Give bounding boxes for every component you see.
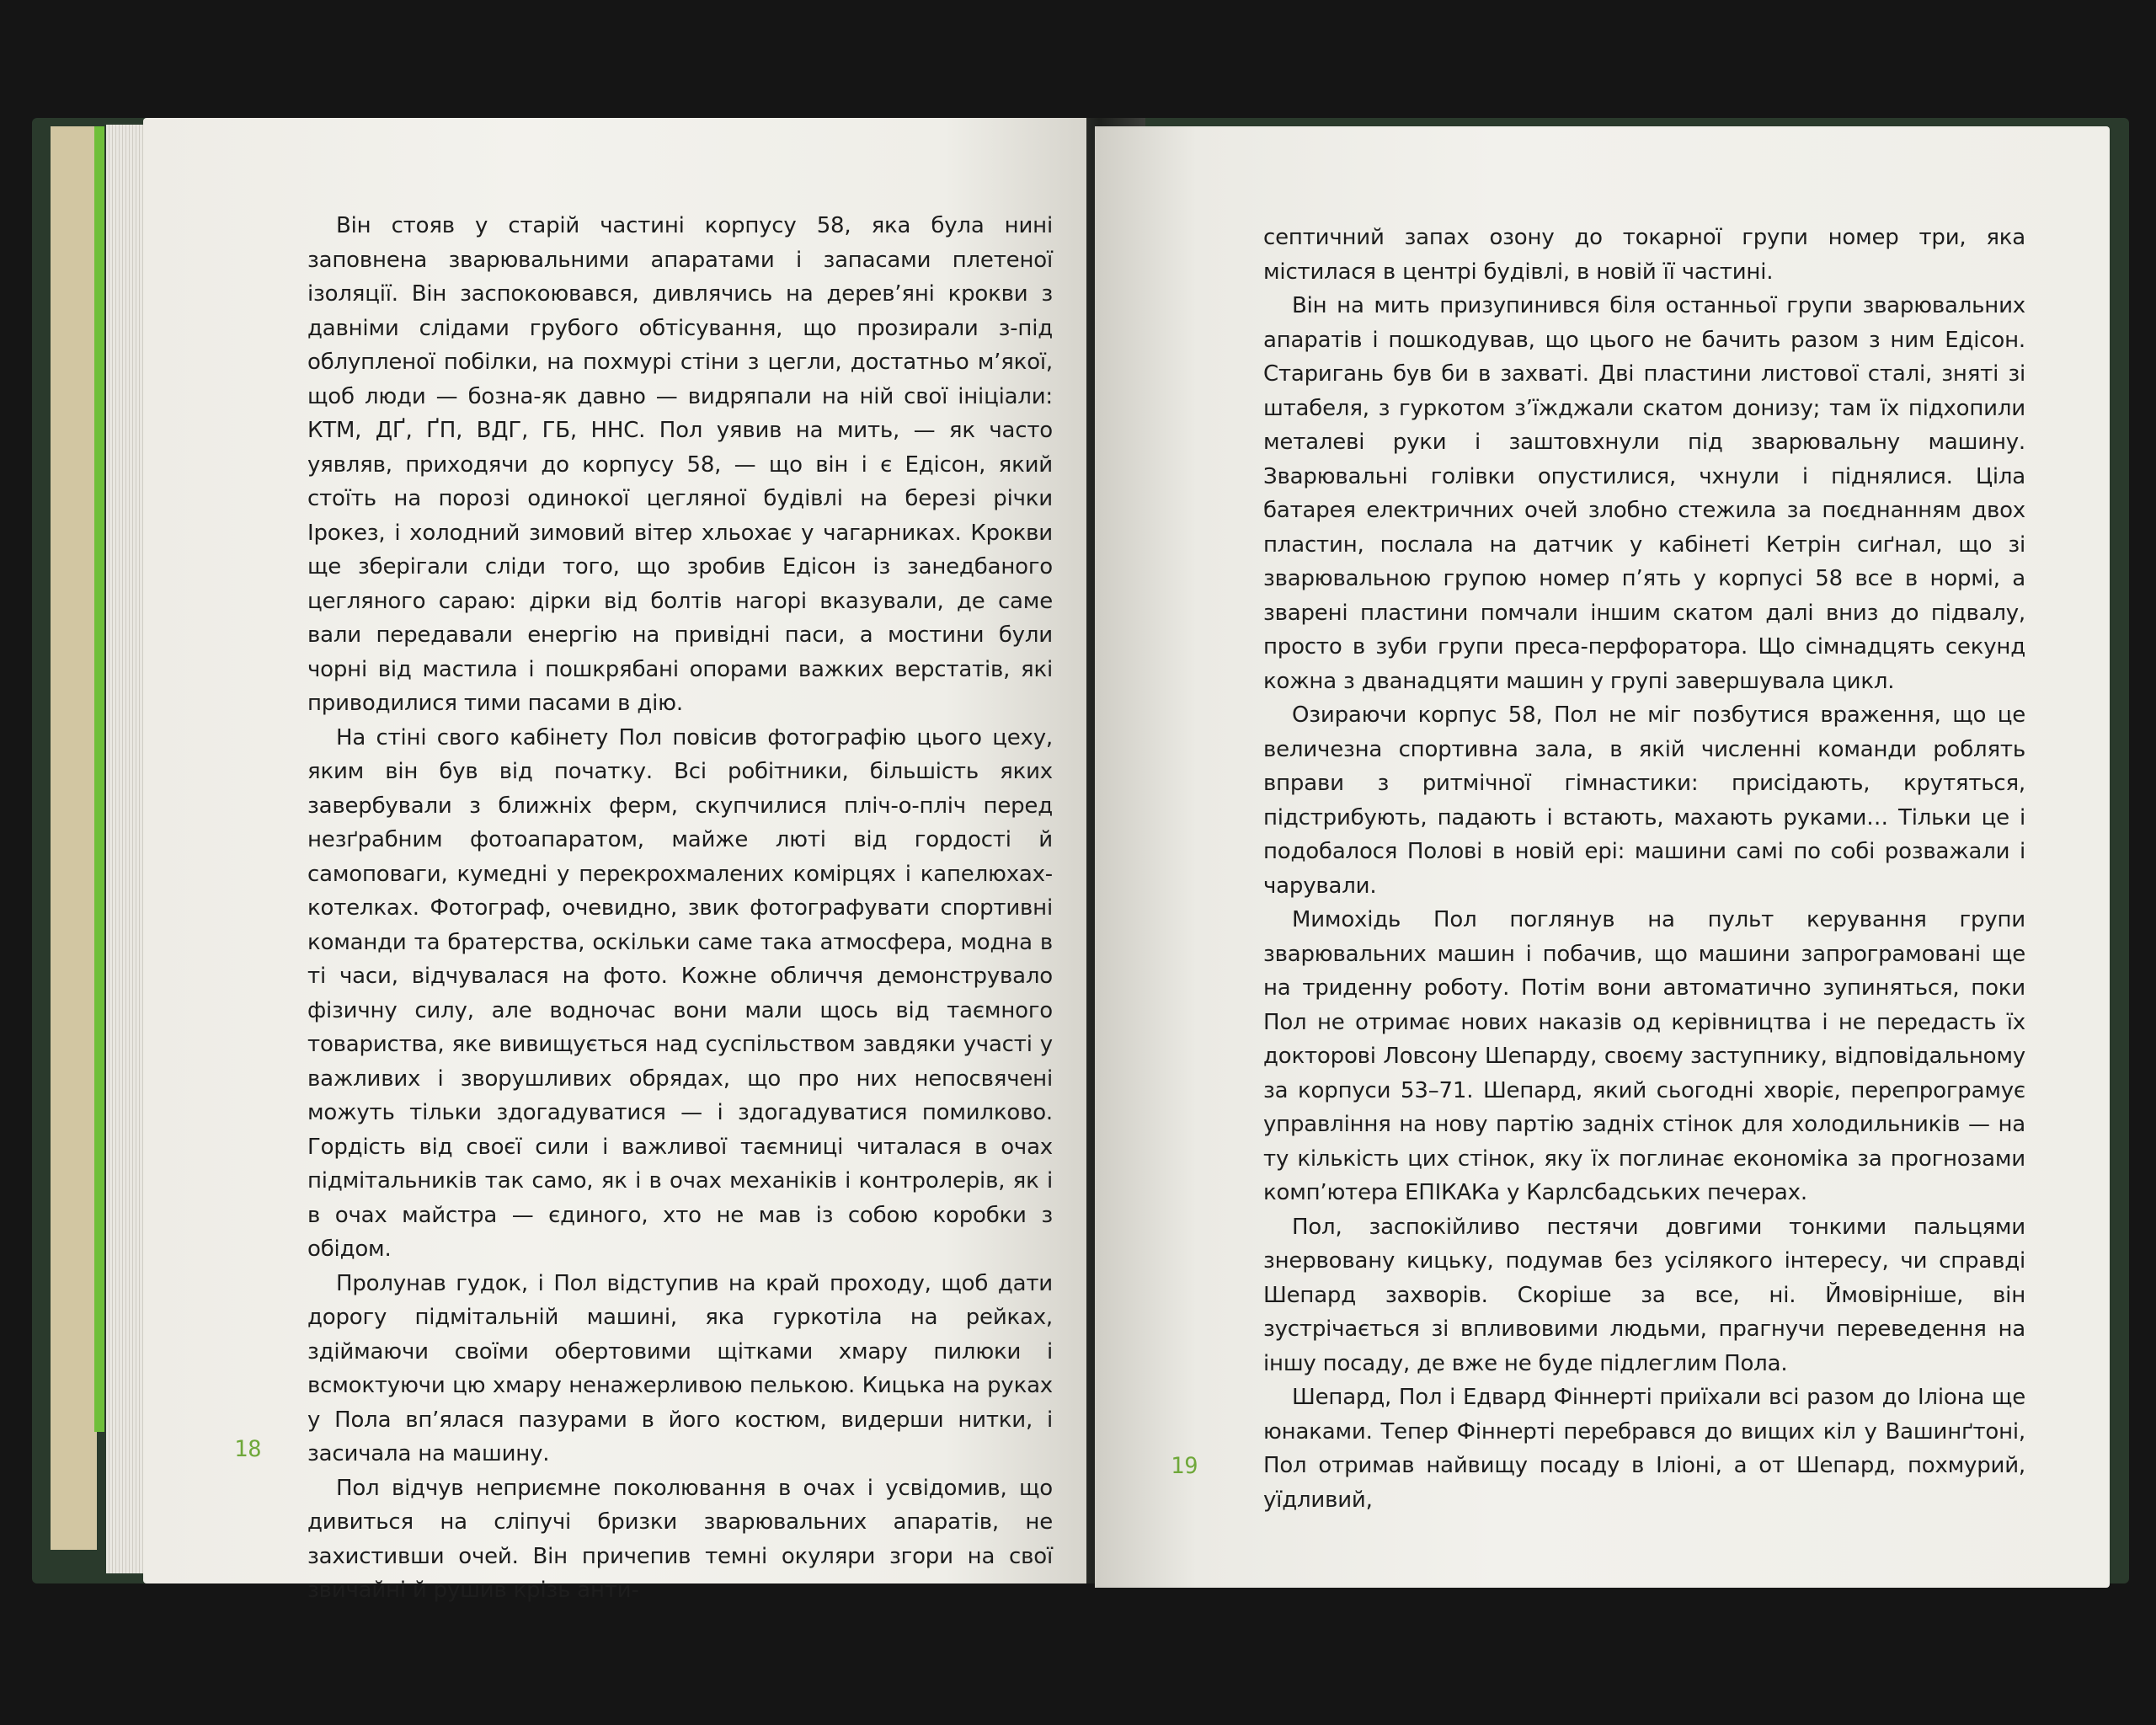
paragraph: Пол, заспокійливо пестячи довгими тонкими пальцями знервовану кицьку, подумав без усілякого інтересу, чи справді Шепард захворів. Скоріше за все, ні. Ймовірніше, він зустрічається зі впливовими людьми, прагнучи переведення на іншу посаду, де вже не буде підлеглим Пола. [1263,1214,2025,1376]
green-endpaper-strip [94,126,104,1432]
paragraph: септичний запах озону до токарної групи номер три, яка містилася в центрі будівлі, в новій її частині. [1263,225,2025,285]
left-page [143,118,1086,1603]
paragraph: Мимохідь Пол поглянув на пульт керування групи зварювальних машин і побачив, що машини запрограмовані ще на триденну роботу. Потім вони автоматично зупиняться, поки Пол не отримає нових наказів од керівництва і не передасть їх докторові Ловсону Шепарду, своєму заступнику, відповідальному за корпуси 53–71. Шепард, який сьогодні хворіє, перепрограмує управління на нову партію задніх стінок для холодильників — на ту кількість цих стінок, яку їх поглинає економіка за прогнозами комп’ютера ЕПІКАКа у Карлсбадських печерах. [1263,907,2025,1205]
paragraph: Шепард, Пол і Едвард Фіннерті приїхали всі разом до Іліона ще юнаками. Тепер Фіннерті перебрався до вищих кіл у Вашинґтоні, Пол отримав найвищу посаду в Іліоні, а от Шепард, похмурий, уїдливий, [1263,1385,2025,1513]
page-number-right: 19 [1171,1453,1198,1479]
paragraph: Озираючи корпус 58, Пол не міг позбутися враження, що це величезна спортивна зала, в якій численні команди роблять вправи з ритмічної гімнастики: присідають, крутяться, підстрибують, падають і встають, махають руками… Тільки це і подобалося Полові в новій ері: машини самі по собі розважали і чарували. [1263,702,2025,899]
paragraph: Пол відчув неприємне поколювання в очах і усвідомив, що дивиться на сліпучі бризки зварювальних апаратів, не захистивши очей. Він причепив темні окуляри згори на свої звичайні й рушив крізь анти- [307,1475,1053,1603]
right-page [1095,126,2110,1588]
page-number-left: 18 [234,1436,262,1462]
paragraph: На стіні свого кабінету Пол повісив фотографію цього цеху, яким він був від початку. Всі робітники, більшість яких завербували з ближніх ферм, скупчилися пліч-о-пліч перед незґрабним фотоапаратом, майже люті від гордості й самоповаги, кумедні у перекрохмалених комірцях і капелюхах-котелках. Фотограф, очевидно, звик фотографувати спортивні команди та братерства, оскільки саме така атмосфера, модна в ті часи, відчувалася на фото. Кожне обличчя демонструвало фізичну силу, але водночас вони мали щось від таємного товариства, яке вивищується над суспільством завдяки участі у важливих і зворушливих обрядах, що про них непосвячені можуть тільки здогадуватися — і здогадуватися помилково. Гордість від своєї сили і важливої таємниці читалася в очах підмітальників так само, як і в очах механіків і контролерів, як і в очах майстра — єдиного, хто не мав із собою коробки з обідом. [307,724,1053,1262]
paragraph: Він на мить призупинився біля останньої групи зварювальних апаратів і пошкодував, що цього не бачить разом з ним Едісон. Старигань був би в захваті. Дві пластини листової сталі, зняті зі штабеля, з гуркотом з’їжджали скатом донизу; там їх підхопили металеві руки і заштовхнули під зварювальну машину. Зварювальні голівки опустилися, чхнули і піднялися. Ціла батарея електричних очей злобно стежила за поєднанням двох пластин, послала на датчик у кабінеті Кетрін сиґнал, що зі зварювальною групою номер п’ять у корпусі 58 все в нормі, а зварені пластини помчали іншим скатом далі вниз до підвалу, просто в зуби групи преса-перфоратора. Що сімнадцять секунд кожна з дванадцяти машин у групі завершувала цикл. [1263,293,2025,694]
endpaper-edge [51,126,97,1550]
paragraph: Він стояв у старій частині корпусу 58, яка була нині заповнена зварювальними апаратами і запасами плетеної ізоляції. Він заспокоювався, дивлячись на дерев’яні крокви з давніми слідами грубого обтісування, що прозирали з-під облупленої побілки, на похмурі стіни з цегли, достатньо м’якої, щоб люди — бозна-як давно — видряпали на ній свої ініціали: КТМ, ДҐ, ҐП, ВДГ, ГБ, ННС. Пол уявив на мить, — як часто уявляв, приходячи до корпусу 58, — що він і є Едісон, який стоїть на порозі одинокої цегляної будівлі на березі річки Ірокез, і холодний зимовий вітер хльохає у чагарниках. Крокви ще зберігали сліди того, що зробив Едісон із занедбаного цегляного сараю: дірки від болтів нагорі вказували, де саме вали передавали енергію на привідні паси, а мостини були чорні від мастила і пошкрябані опорами важких верстатів, які приводилися тими пасами в дію. [307,213,1053,716]
paragraph: Пролунав гудок, і Пол відступив на край проходу, щоб дати дорогу підмітальній машині, яка гуркотіла на рейках, здіймаючи своїми обертовими щітками хмару пилюки і всмоктуючи цю хмару ненажерливою пелькою. Кицька на руках у Пола вп’ялася пазурами в його костюм, видерши нитки, і засичала на машину. [307,1270,1053,1466]
left-page-text [307,209,1053,1608]
right-page-text [1263,221,2025,1517]
